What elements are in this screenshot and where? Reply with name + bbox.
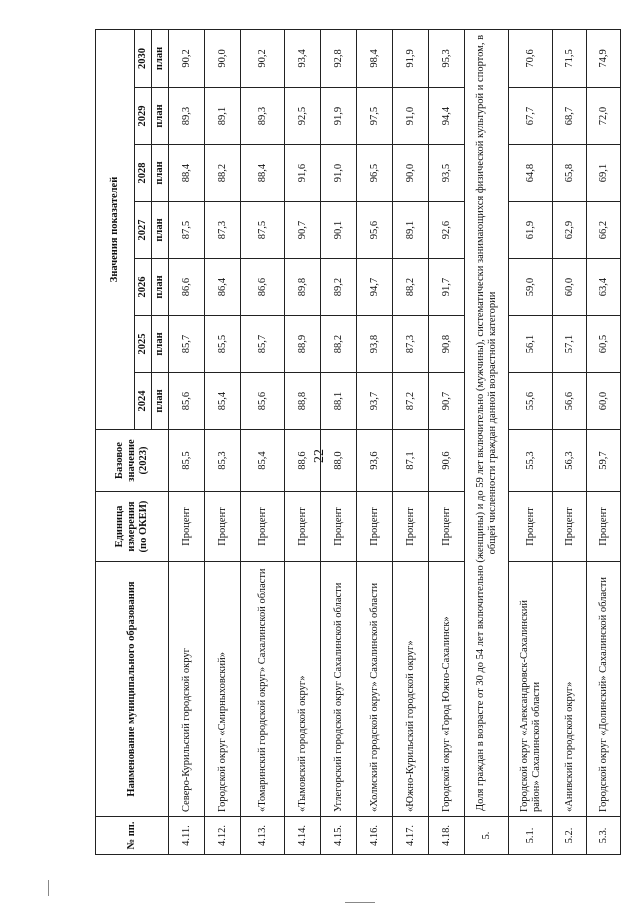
- header-num: № пп.: [96, 817, 169, 855]
- row-value: 70,6: [509, 29, 553, 87]
- row-value: 90,0: [393, 145, 429, 202]
- header-plan: план: [152, 259, 169, 316]
- row-value: 96,5: [357, 145, 393, 202]
- row-value: 87,3: [393, 316, 429, 373]
- header-plan: план: [152, 202, 169, 259]
- row-value: 93,4: [285, 29, 321, 87]
- row-value: 71,5: [553, 29, 587, 87]
- row-unit: Процент: [357, 492, 393, 562]
- row-value: 92,8: [321, 29, 357, 87]
- row-value: 85,6: [241, 373, 285, 430]
- row-base: 87,1: [393, 430, 429, 492]
- header-unit: Единица измерения (по ОКЕИ): [96, 492, 169, 562]
- header-values: Значения показателей: [96, 29, 135, 429]
- scan-mark: [48, 880, 49, 896]
- row-value: 90,2: [169, 29, 205, 87]
- row-value: 91,0: [321, 145, 357, 202]
- row-value: 87,3: [205, 202, 241, 259]
- row-value: 90,7: [285, 202, 321, 259]
- row-base: 88,6: [285, 430, 321, 492]
- row-name: Углегорский городской округ Сахалинской области: [321, 562, 357, 817]
- header-name: Наименование муниципального образования: [96, 562, 169, 817]
- row-name: Северо-Курильский городской округ: [169, 562, 205, 817]
- table-row: [321, 29, 357, 854]
- row-unit: Процент: [429, 492, 465, 562]
- row-value: 88,4: [241, 145, 285, 202]
- row-value: 62,9: [553, 202, 587, 259]
- row-value: 98,4: [357, 29, 393, 87]
- row-value: 67,7: [509, 88, 553, 145]
- row-value: 94,4: [429, 88, 465, 145]
- header-plan: план: [152, 316, 169, 373]
- row-name: Городской округ «Долинский» Сахалинской области: [587, 562, 621, 817]
- row-unit: Процент: [587, 492, 621, 562]
- row-value: 89,3: [169, 88, 205, 145]
- row-name: Городской округ «Александровск-Сахалинский район» Сахалинской области: [509, 562, 553, 817]
- section-title: Доля граждан в возрасте от 30 до 54 лет включительно (женщины) и до 59 лет включительно (мужчины), систематически занимающихся физической культурой и спортом, в общей численности граждан данной возрастной категории: [465, 29, 509, 816]
- row-value: 74,9: [587, 29, 621, 87]
- row-value: 89,3: [241, 88, 285, 145]
- row-value: 97,5: [357, 88, 393, 145]
- row-unit: Процент: [321, 492, 357, 562]
- row-unit: Процент: [169, 492, 205, 562]
- header-plan: план: [152, 29, 169, 87]
- row-value: 60,0: [587, 373, 621, 430]
- row-num: 4.16.: [357, 817, 393, 855]
- row-num: 4.17.: [393, 817, 429, 855]
- row-value: 61,9: [509, 202, 553, 259]
- row-value: 95,3: [429, 29, 465, 87]
- row-unit: Процент: [241, 492, 285, 562]
- row-base: 55,3: [509, 430, 553, 492]
- header-plan: план: [152, 373, 169, 430]
- table-row: [241, 29, 285, 854]
- row-value: 59,0: [509, 259, 553, 316]
- row-value: 65,8: [553, 145, 587, 202]
- row-value: 86,4: [205, 259, 241, 316]
- row-value: 88,2: [205, 145, 241, 202]
- row-value: 87,5: [169, 202, 205, 259]
- row-value: 86,6: [169, 259, 205, 316]
- row-value: 91,9: [393, 29, 429, 87]
- row-num: 4.12.: [205, 817, 241, 855]
- row-base: 88,0: [321, 430, 357, 492]
- header-plan: план: [152, 88, 169, 145]
- row-num: 4.11.: [169, 817, 205, 855]
- row-unit: Процент: [553, 492, 587, 562]
- row-name: «Томаринский городской округ» Сахалинской области: [241, 562, 285, 817]
- row-name: «Тымовский городской округ»: [285, 562, 321, 817]
- row-name: Городской округ «Город Южно-Сахалинск»: [429, 562, 465, 817]
- row-value: 89,1: [393, 202, 429, 259]
- row-base: 59,7: [587, 430, 621, 492]
- row-name: «Холмский городской округ» Сахалинской области: [357, 562, 393, 817]
- table-row: [357, 29, 393, 854]
- row-value: 64,8: [509, 145, 553, 202]
- row-num: 4.14.: [285, 817, 321, 855]
- row-value: 87,2: [393, 373, 429, 430]
- row-value: 93,8: [357, 316, 393, 373]
- header-year: 2025: [135, 316, 152, 373]
- header-plan: план: [152, 145, 169, 202]
- row-name: Городской округ «Смирныховский»: [205, 562, 241, 817]
- row-value: 91,9: [321, 88, 357, 145]
- row-value: 69,1: [587, 145, 621, 202]
- section-num: 5.: [465, 817, 509, 855]
- row-num: 4.18.: [429, 817, 465, 855]
- row-value: 88,2: [393, 259, 429, 316]
- row-value: 91,7: [429, 259, 465, 316]
- row-num: 4.13.: [241, 817, 285, 855]
- row-value: 86,6: [241, 259, 285, 316]
- row-value: 89,8: [285, 259, 321, 316]
- row-value: 72,0: [587, 88, 621, 145]
- table-row: [169, 29, 205, 854]
- row-value: 56,1: [509, 316, 553, 373]
- row-value: 91,0: [393, 88, 429, 145]
- rotated-table: [95, 30, 630, 855]
- row-value: 90,1: [321, 202, 357, 259]
- row-value: 85,5: [205, 316, 241, 373]
- table-row: [285, 29, 321, 854]
- header-year: 2027: [135, 202, 152, 259]
- row-value: 88,9: [285, 316, 321, 373]
- row-value: 93,7: [357, 373, 393, 430]
- row-value: 85,6: [169, 373, 205, 430]
- row-value: 93,5: [429, 145, 465, 202]
- row-num: 4.15.: [321, 817, 357, 855]
- row-value: 89,1: [205, 88, 241, 145]
- row-num: 5.3.: [587, 817, 621, 855]
- row-base: 90,6: [429, 430, 465, 492]
- row-value: 89,2: [321, 259, 357, 316]
- scan-mark: [345, 902, 375, 903]
- row-value: 95,6: [357, 202, 393, 259]
- header-year: 2028: [135, 145, 152, 202]
- row-value: 90,0: [205, 29, 241, 87]
- row-value: 92,5: [285, 88, 321, 145]
- row-value: 90,2: [241, 29, 285, 87]
- row-value: 85,7: [169, 316, 205, 373]
- row-value: 88,2: [321, 316, 357, 373]
- row-value: 92,6: [429, 202, 465, 259]
- table-row: [509, 29, 553, 854]
- row-value: 90,7: [429, 373, 465, 430]
- indicators-table: [95, 29, 621, 855]
- row-value: 87,5: [241, 202, 285, 259]
- row-name: «Анивский городской округ»: [553, 562, 587, 817]
- row-num: 5.2.: [553, 817, 587, 855]
- header-base: Базовое значение (2023): [96, 430, 169, 492]
- row-num: 5.1.: [509, 817, 553, 855]
- row-value: 60,5: [587, 316, 621, 373]
- row-base: 85,3: [205, 430, 241, 492]
- header-year: 2026: [135, 259, 152, 316]
- table-row: [429, 29, 465, 854]
- table-row: [205, 29, 241, 854]
- row-unit: Процент: [393, 492, 429, 562]
- row-value: 55,6: [509, 373, 553, 430]
- row-value: 88,1: [321, 373, 357, 430]
- row-name: «Южно-Курильский городской округ»: [393, 562, 429, 817]
- row-unit: Процент: [509, 492, 553, 562]
- row-unit: Процент: [205, 492, 241, 562]
- row-value: 90,8: [429, 316, 465, 373]
- row-unit: Процент: [285, 492, 321, 562]
- row-value: 91,6: [285, 145, 321, 202]
- header-year: 2030: [135, 29, 152, 87]
- page-number: 22: [312, 449, 327, 463]
- row-value: 88,8: [285, 373, 321, 430]
- header-year: 2029: [135, 88, 152, 145]
- row-base: 93,6: [357, 430, 393, 492]
- row-base: 85,4: [241, 430, 285, 492]
- row-value: 60,0: [553, 259, 587, 316]
- table-row: [587, 29, 621, 854]
- table-row: [553, 29, 587, 854]
- row-value: 66,2: [587, 202, 621, 259]
- row-value: 85,4: [205, 373, 241, 430]
- row-value: 68,7: [553, 88, 587, 145]
- table-row: [393, 29, 429, 854]
- row-value: 57,1: [553, 316, 587, 373]
- row-base: 56,3: [553, 430, 587, 492]
- row-value: 88,4: [169, 145, 205, 202]
- row-value: 56,6: [553, 373, 587, 430]
- row-value: 94,7: [357, 259, 393, 316]
- header-year: 2024: [135, 373, 152, 430]
- row-base: 85,5: [169, 430, 205, 492]
- row-value: 85,7: [241, 316, 285, 373]
- row-value: 63,4: [587, 259, 621, 316]
